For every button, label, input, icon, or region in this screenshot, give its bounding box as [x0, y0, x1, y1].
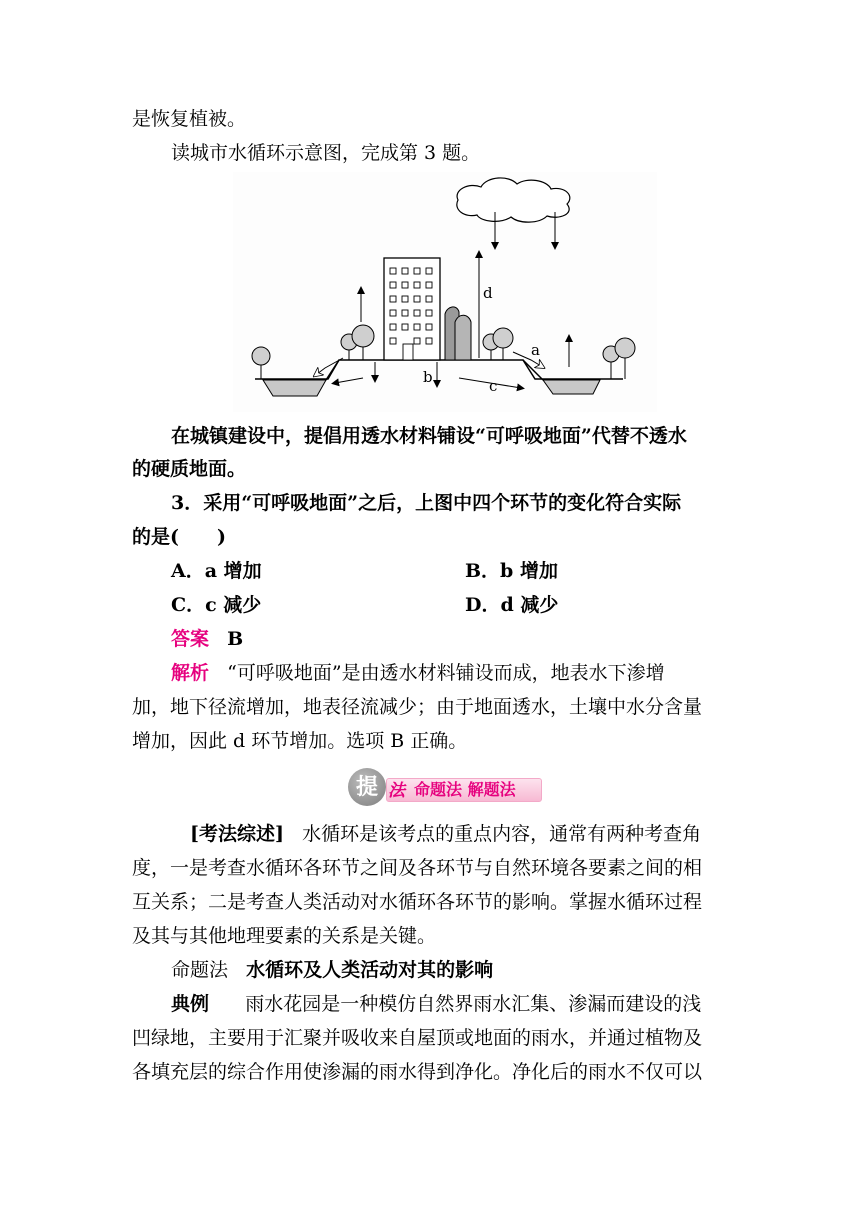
badge-title: 命题法 解题法 — [414, 780, 516, 799]
example-line-3: 各填充层的综合作用使渗漏的雨水得到净化。净化后的雨水不仅可以 — [132, 1061, 703, 1083]
question-3-line-1: 3．采用“可呼吸地面”之后，上图中四个环节的变化符合实际 — [171, 492, 682, 514]
question-3-line-2: 的是( ) — [132, 526, 226, 548]
right-pond — [543, 380, 600, 394]
method-text-1: 水循环是该考点的重点内容，通常有两种考查角 — [302, 823, 702, 845]
option-a: A．a 增加 — [171, 560, 262, 582]
badge-seal-icon: 提 — [348, 768, 386, 806]
option-c: C．c 减少 — [171, 594, 262, 616]
paragraph-continuation: 是恢复植被。 — [132, 108, 247, 130]
example-line-2: 凹绿地，主要用于汇聚并吸收来自屋顶或地面的雨水，并通过植物及 — [132, 1027, 703, 1049]
example-text-1: 雨水花园是一种模仿自然界雨水汇集、渗漏而建设的浅 — [245, 993, 702, 1015]
analysis-line-1 — [171, 660, 665, 686]
example-label: 典例 — [171, 993, 210, 1015]
method-label: [考法综述] — [190, 823, 284, 845]
method-line-3: 互关系；二是考查人类活动对水循环各环节的影响。掌握水循环过程 — [132, 891, 703, 913]
method-badge — [348, 762, 548, 810]
label-b: b — [423, 368, 433, 386]
diagram-background — [233, 172, 657, 412]
option-b: B．b 增加 — [465, 560, 558, 582]
context-line-1: 在城镇建设中，提倡用透水材料铺设“可呼吸地面”代替不透水 — [171, 425, 687, 447]
answer-row — [171, 626, 243, 652]
left-pond — [263, 380, 326, 396]
method-line-4: 及其与其他地理要素的关系是关键。 — [132, 925, 437, 947]
label-d: d — [483, 284, 493, 302]
option-d: D．d 减少 — [465, 594, 559, 616]
heading-label: 命题法 — [171, 959, 229, 981]
answer-label: 答案 — [171, 628, 210, 650]
analysis-line-2: 加，地下径流增加，地表径流减少；由于地面透水，土壤中水分含量 — [132, 696, 703, 718]
analysis-line-3: 增加，因此 d 环节增加。选项 B 正确。 — [132, 730, 468, 752]
badge-fa: 法 — [388, 781, 405, 801]
context-line-2: 的硬质地面。 — [132, 458, 247, 480]
analysis-text-1: “可呼吸地面”是由透水材料铺设而成，地表水下渗增 — [227, 662, 665, 684]
method-line-1 — [190, 821, 701, 847]
section-heading — [171, 957, 493, 983]
analysis-label: 解析 — [171, 662, 210, 684]
method-line-2: 度，一是考查水循环各环节之间及各环节与自然环境各要素之间的相 — [132, 857, 703, 879]
answer-value: B — [227, 628, 244, 650]
label-c: c — [489, 377, 498, 395]
example-line-1 — [171, 991, 701, 1017]
urban-water-cycle-diagram — [233, 172, 657, 412]
diagram-intro: 读城市水循环示意图，完成第 3 题。 — [171, 142, 481, 164]
heading-text: 水循环及人类活动对其的影响 — [246, 959, 494, 981]
label-a: a — [531, 341, 540, 359]
